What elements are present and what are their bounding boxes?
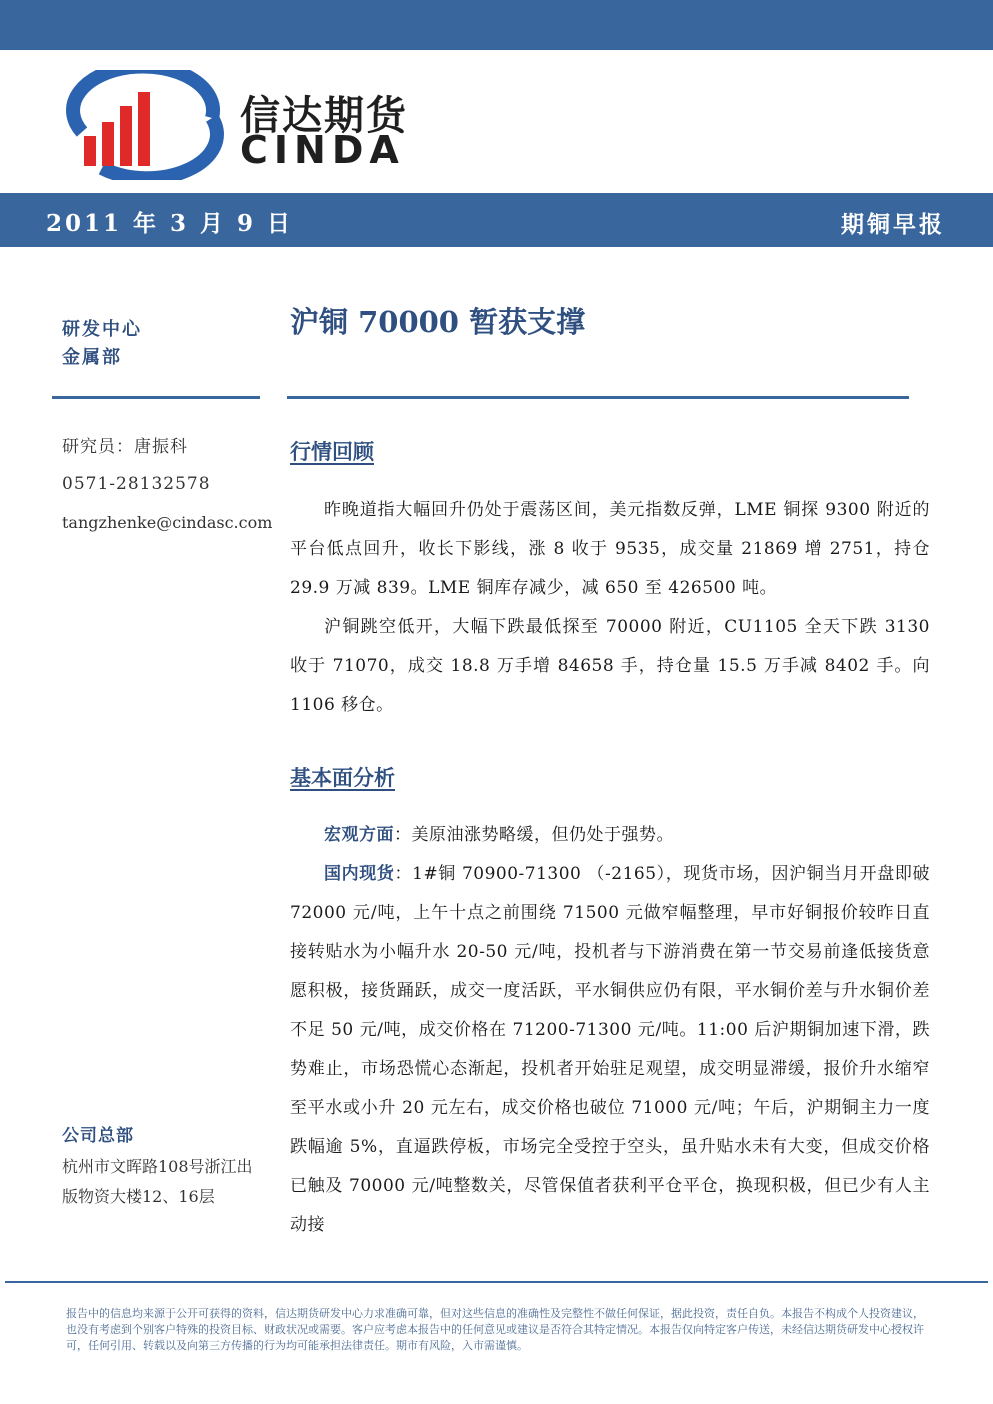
section-heading-market-review: 行情回顾 <box>290 439 374 464</box>
logo-english-name: CINDA <box>240 128 405 172</box>
logo-chinese-name: 信达期货 <box>240 93 408 139</box>
divider-left <box>52 396 260 399</box>
headquarters-label: 公司总部 <box>62 1126 134 1146</box>
paragraph-lme: 昨晚道指大幅回升仍处于震荡区间，美元指数反弹，LME 铜探 9300 附近的平台低点回升，收长下影线，涨 8 收于 9535，成交量 21869 增 2751，持仓 29.9 万减 839。LME 铜库存减少，减 650 至 426500 吨。 <box>290 500 930 598</box>
paragraph-shfe: 沪铜跳空低开，大幅下跌最低探至 70000 附近，CU1105 全天下跌 3130 收于 71070，成交 18.8 万手增 84658 手，持仓量 15.5 万手减 8402 手。向 1106 移仓。 <box>290 617 930 715</box>
spot-text: ：1#铜 70900-71300 （-2165），现货市场，因沪铜当月开盘即破 72000 元/吨，上午十点之前围绕 71500 元做窄幅整理，早市好铜报价较昨日直接转贴水为小幅升水 20-50 元/吨，投机者与下游消费在第一节交易前逢低接货意愿积极，接货踊跃，成交一度活跃，平水铜供应仍有限，平水铜价差与升水铜价差不足 50 元/吨，成交价格在 71200-71300 元/吨。11:00 后沪期铜加速下滑，跌势难止，市场恐慌心态渐起，投机者开始驻足观望，成交明显滞缓，报价升水缩窄至平水或小升 20 元左右，成交价格也破位 71000 元/吨；午后，沪期铜主力一度跌幅逾 5%，直逼跌停板，市场完全受控于空头，虽升贴水未有大变，但成交价格已触及 70000 元/吨整数关，尽管保值者获利平仓平仓，换现积极，但已少有人主动接 <box>290 864 931 1235</box>
disclaimer-text: 报告中的信息均来源于公开可获得的资料，信达期货研发中心力求准确可靠，但对这些信息的准确性及完整性不做任何保证，据此投资，责任自负。本报告不构成个人投资建议，也没有考虑到个别客户特殊的投资目标、财政状况或需要。客户应考虑本报告中的任何意见或建议是否符合其特定情况。本报告仅向特定客户传送，未经信达期货研发中心授权许可，任何引用、转载以及向第三方传播的行为均可能承担法律责任。期市有风险，入市需谨慎。 <box>66 1307 924 1352</box>
dept-line-2: 金属部 <box>62 347 122 368</box>
section-heading-fundamentals: 基本面分析 <box>290 765 395 790</box>
date-banner <box>0 193 993 247</box>
analyst-phone: 0571-28132578 <box>62 474 211 494</box>
spot-label: 国内现货 <box>324 864 395 884</box>
cinda-logo <box>62 70 442 180</box>
report-date: 2011 年 3 月 9 日 <box>46 210 294 237</box>
top-banner-bar <box>0 0 993 50</box>
analyst-name: 研究员：唐振科 <box>62 437 188 457</box>
dept-line-1: 研发中心 <box>62 319 142 340</box>
divider-right <box>287 396 909 399</box>
macro-text: ：美原油涨势略缓，但仍处于强势。 <box>394 825 674 845</box>
footer-divider <box>5 1281 988 1283</box>
analyst-email[interactable]: tangzhenke@cindasc.com <box>62 513 273 532</box>
report-title: 沪铜 70000 暂获支撑 <box>290 305 586 339</box>
paragraph-macro <box>290 816 930 855</box>
paragraph-domestic-spot <box>290 855 930 1245</box>
macro-label: 宏观方面 <box>324 825 394 845</box>
cinda-logo-icon <box>62 70 232 180</box>
headquarters-address: 杭州市文晖路108号浙江出版物资大楼12、16层 <box>62 1157 253 1206</box>
report-type: 期铜早报 <box>841 211 945 238</box>
department <box>62 316 142 372</box>
